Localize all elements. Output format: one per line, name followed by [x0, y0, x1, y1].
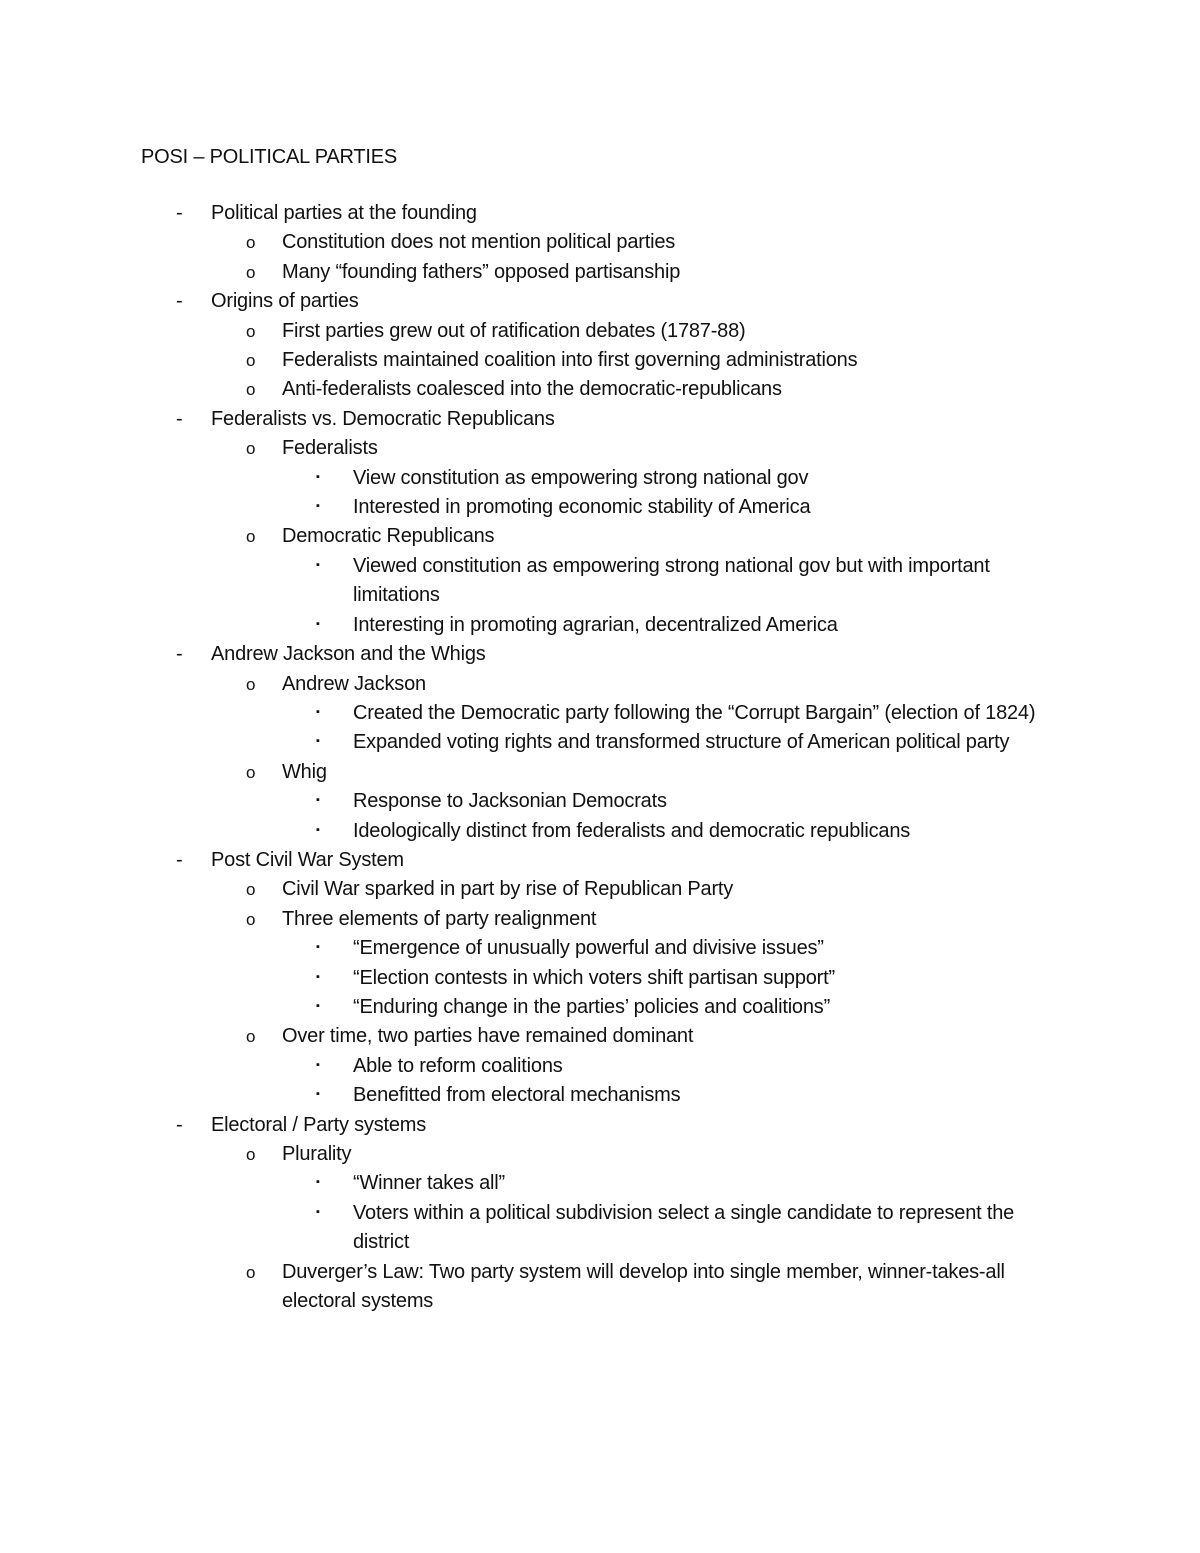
- outline-item-text: “Emergence of unusually powerful and divisive issues”: [353, 937, 824, 960]
- bullet-detail-icon: ▪: [316, 794, 320, 807]
- outline-list: [0, 199, 1200, 1316]
- bullet-topic-icon: -: [176, 848, 183, 871]
- bullet-detail-icon: ▪: [316, 999, 320, 1012]
- outline-item-subpoint: [0, 434, 1200, 463]
- outline-item-topic: [0, 846, 1200, 875]
- bullet-subpoint-icon: o: [246, 380, 256, 400]
- bullet-topic-icon: -: [176, 643, 183, 666]
- bullet-subpoint-icon: o: [246, 262, 256, 282]
- outline-item-subpoint: [0, 522, 1200, 551]
- outline-item-topic: [0, 199, 1200, 228]
- bullet-topic-icon: -: [176, 290, 183, 313]
- outline-item-detail: [0, 552, 1200, 611]
- outline-item-text: Origins of parties: [211, 290, 359, 313]
- bullet-detail-icon: ▪: [316, 470, 320, 483]
- outline-item-text: “Election contests in which voters shift partisan support”: [353, 966, 835, 989]
- outline-item-detail: [0, 699, 1200, 728]
- outline-item-text: Voters within a political subdivision select a single candidate to represent the district: [353, 1201, 1015, 1254]
- outline-item-detail: [0, 1199, 1200, 1258]
- bullet-subpoint-icon: o: [246, 1262, 256, 1282]
- outline-item-detail: [0, 817, 1200, 846]
- outline-item-text: Whig: [282, 760, 327, 783]
- bullet-subpoint-icon: o: [246, 1145, 256, 1164]
- outline-item-text: Civil War sparked in part by rise of Republican Party: [282, 878, 734, 901]
- outline-item-topic: [0, 640, 1200, 669]
- outline-item-text: Response to Jacksonian Democrats: [353, 790, 667, 813]
- outline-item-detail: [0, 493, 1200, 522]
- outline-item-text: Over time, two parties have remained dominant: [282, 1025, 694, 1048]
- outline-item-text: Viewed constitution as empowering strong national gov but with important limitations: [353, 554, 990, 607]
- bullet-subpoint-icon: o: [246, 321, 256, 341]
- outline-item-text: Federalists: [282, 437, 378, 460]
- bullet-subpoint-icon: o: [246, 909, 256, 929]
- bullet-detail-icon: ▪: [316, 735, 320, 748]
- outline-item-detail: [0, 787, 1200, 816]
- outline-item-subpoint: [0, 258, 1200, 287]
- outline-item-subpoint: [0, 1140, 1200, 1169]
- outline-item-detail: [0, 464, 1200, 493]
- outline-item-detail: [0, 964, 1200, 993]
- outline-item-text: First parties grew out of ratification debates (1787-88): [282, 319, 746, 342]
- outline-item-text: Ideologically distinct from federalists and democratic republicans: [353, 819, 911, 842]
- bullet-subpoint-icon: o: [246, 762, 256, 782]
- outline-item-subpoint: [0, 1258, 1200, 1317]
- outline-item-text: Democratic Republicans: [282, 525, 495, 548]
- outline-item-text: Anti-federalists coalesced into the democratic-republicans: [282, 378, 782, 401]
- outline-item-text: Expanded voting rights and transformed structure of American political party: [353, 731, 1010, 754]
- outline-item-text: Benefitted from electoral mechanisms: [353, 1084, 681, 1107]
- bullet-subpoint-icon: o: [246, 527, 256, 547]
- bullet-subpoint-icon: o: [246, 439, 256, 459]
- outline-item-subpoint: [0, 670, 1200, 699]
- bullet-detail-icon: ▪: [316, 941, 320, 954]
- outline-item-topic: [0, 1111, 1200, 1140]
- outline-item-subpoint: [0, 1022, 1200, 1051]
- bullet-detail-icon: ▪: [316, 823, 320, 836]
- bullet-detail-icon: ▪: [316, 617, 320, 630]
- bullet-detail-icon: ▪: [316, 970, 320, 983]
- outline-item-subpoint: [0, 317, 1200, 346]
- bullet-detail-icon: ▪: [316, 500, 320, 513]
- outline-item-detail: [0, 611, 1200, 640]
- outline-item-topic: [0, 405, 1200, 434]
- bullet-topic-icon: -: [176, 407, 183, 430]
- bullet-detail-icon: ▪: [316, 705, 320, 718]
- document-title: POSI – POLITICAL PARTIES: [141, 146, 398, 168]
- outline-item-subpoint: [0, 758, 1200, 787]
- outline-item-text: Duverger’s Law: Two party system will develop into single member, winner-takes-all electoral systems: [282, 1260, 1005, 1313]
- outline-item-topic: [0, 287, 1200, 316]
- bullet-detail-icon: ▪: [316, 1088, 320, 1101]
- outline-item-detail: [0, 993, 1200, 1022]
- bullet-detail-icon: ▪: [316, 558, 320, 571]
- bullet-topic-icon: -: [176, 1113, 183, 1136]
- outline-item-text: Andrew Jackson: [282, 672, 426, 695]
- outline-item-detail: [0, 1081, 1200, 1110]
- outline-item-text: Electoral / Party systems: [211, 1113, 427, 1136]
- outline-item-text: Plurality: [282, 1143, 352, 1165]
- outline-item-subpoint: [0, 375, 1200, 404]
- outline-item-text: Federalists vs. Democratic Republicans: [211, 407, 555, 430]
- outline-item-subpoint: [0, 905, 1200, 934]
- outline-item-text: Federalists maintained coalition into first governing administrations: [282, 349, 858, 372]
- bullet-topic-icon: -: [176, 202, 183, 224]
- outline-item-text: Created the Democratic party following the “Corrupt Bargain” (election of 1824): [353, 701, 1036, 724]
- outline-item-text: Three elements of party realignment: [282, 907, 597, 930]
- bullet-detail-icon: ▪: [316, 1176, 320, 1189]
- outline-item-detail: [0, 1169, 1200, 1198]
- outline-item-subpoint: [0, 228, 1200, 257]
- bullet-subpoint-icon: o: [246, 233, 256, 253]
- outline-item-text: Interested in promoting economic stability of America: [353, 496, 811, 519]
- outline-item-text: Able to reform coalitions: [353, 1054, 563, 1077]
- bullet-subpoint-icon: o: [246, 351, 256, 371]
- outline-item-text: Many “founding fathers” opposed partisanship: [282, 260, 681, 283]
- bullet-detail-icon: ▪: [316, 1205, 320, 1218]
- outline-item-text: Political parties at the founding: [211, 202, 477, 224]
- outline-item-text: Post Civil War System: [211, 848, 404, 871]
- bullet-subpoint-icon: o: [246, 880, 256, 900]
- outline-item-text: Andrew Jackson and the Whigs: [211, 643, 486, 666]
- outline-item-detail: [0, 728, 1200, 757]
- outline-item-text: Constitution does not mention political parties: [282, 231, 676, 254]
- outline-item-text: View constitution as empowering strong national gov: [353, 466, 809, 489]
- outline-item-detail: [0, 934, 1200, 963]
- outline-item-text: “Winner takes all”: [353, 1172, 505, 1195]
- bullet-subpoint-icon: o: [246, 1027, 256, 1047]
- outline-item-text: Interesting in promoting agrarian, decentralized America: [353, 613, 838, 636]
- bullet-subpoint-icon: o: [246, 674, 256, 694]
- outline-item-subpoint: [0, 346, 1200, 375]
- outline-item-detail: [0, 1052, 1200, 1081]
- bullet-detail-icon: ▪: [316, 1058, 320, 1071]
- outline-item-text: “Enduring change in the parties’ policies and coalitions”: [353, 995, 831, 1018]
- outline-item-subpoint: [0, 875, 1200, 904]
